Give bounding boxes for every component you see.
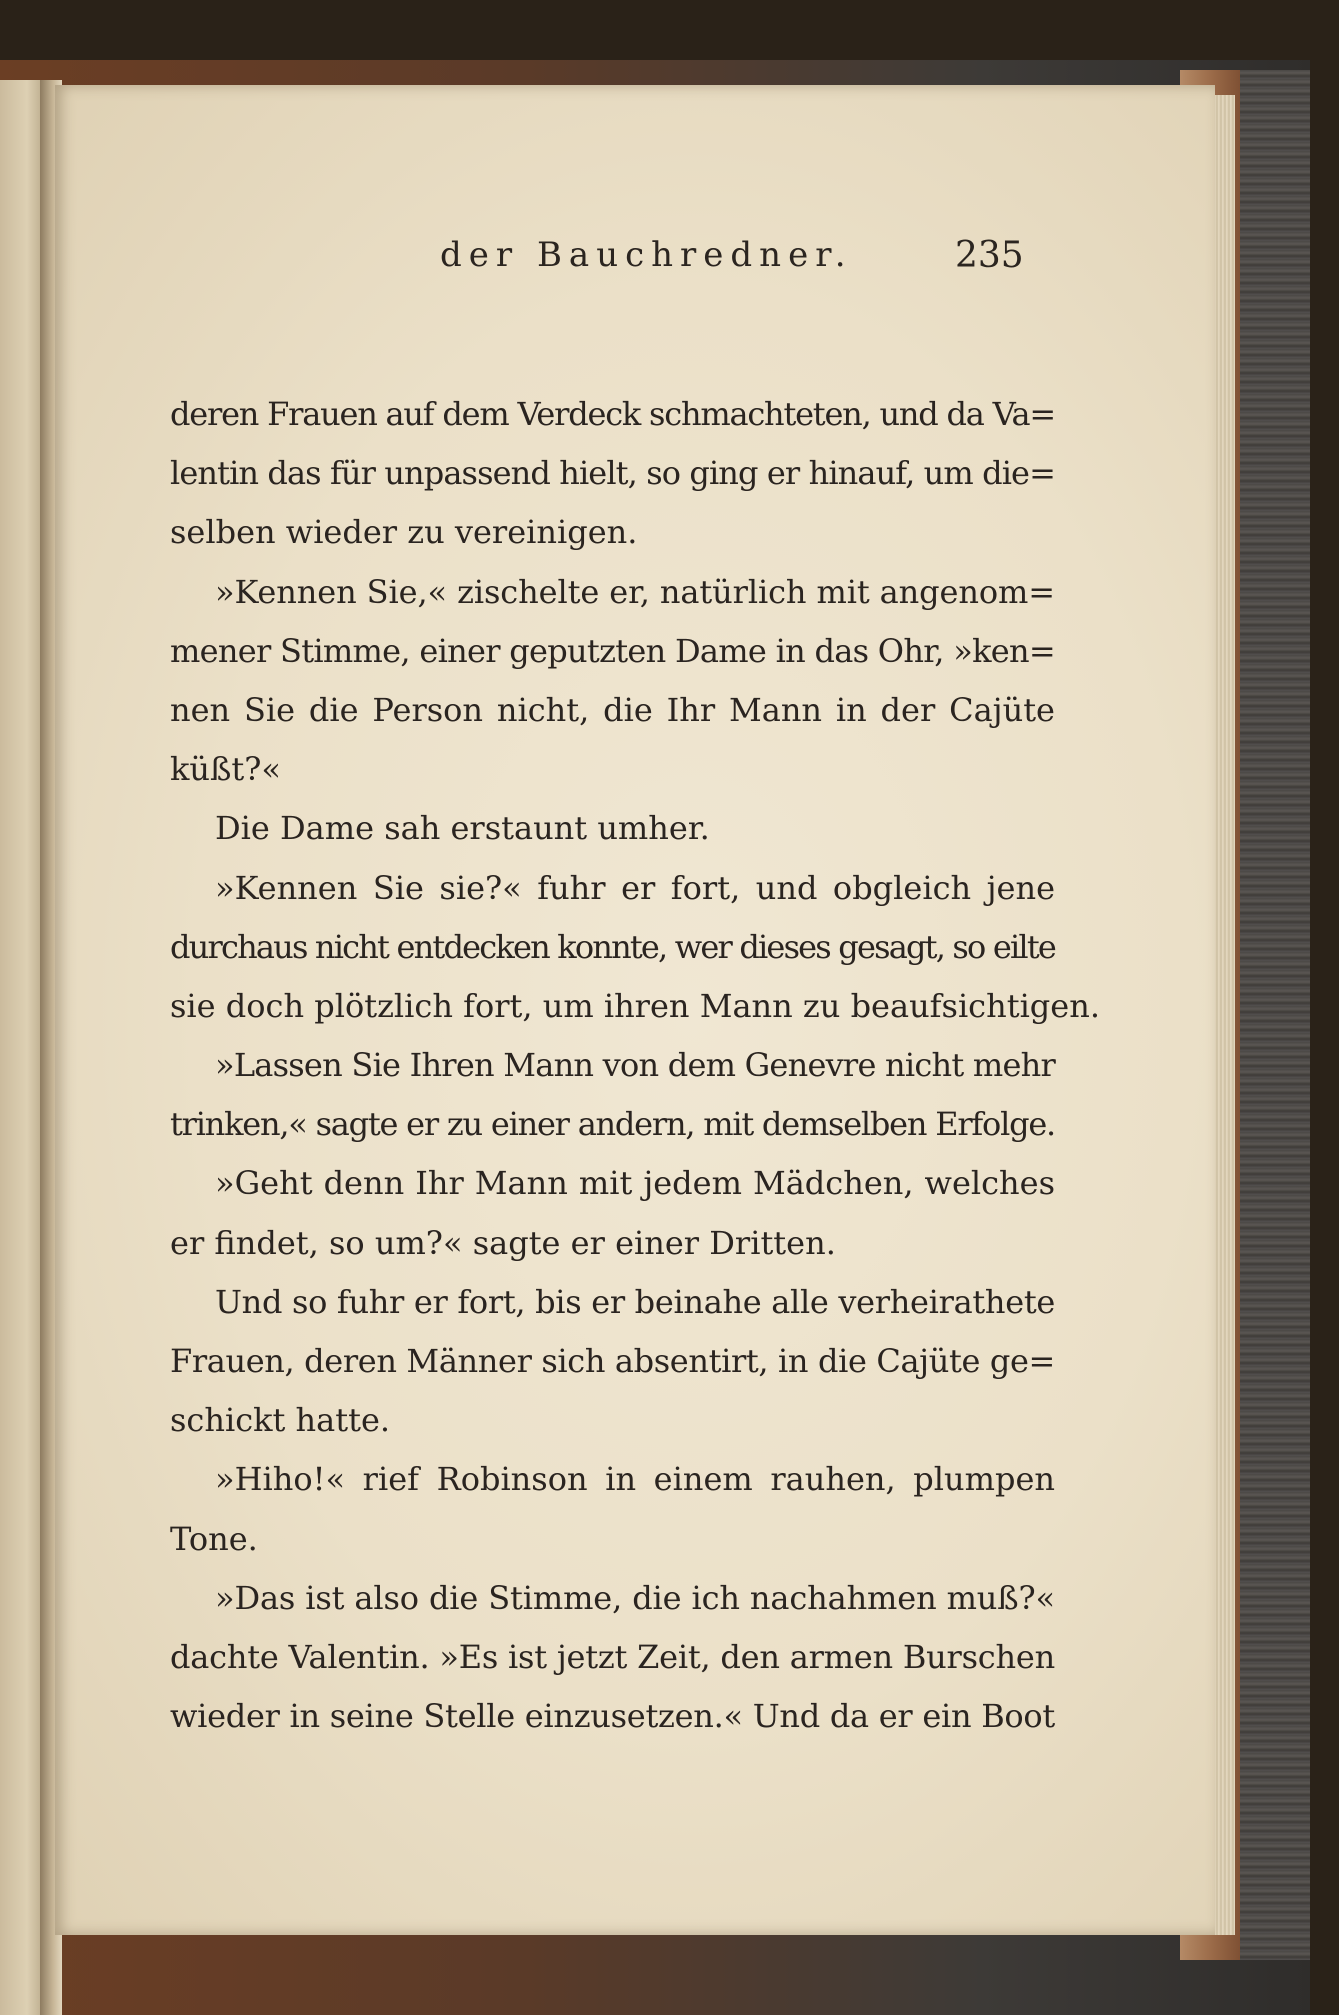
text-line: durchaus nicht entdecken konnte, wer dieses gesagt, so eilte [170,927,1056,966]
text-line: dachte Valentin. »Es ist jetzt Zeit, den armen Burschen [170,1637,1056,1676]
text-line: küßt?« [170,750,281,789]
text-line: trinken,« sagte er zu einer andern, mit demselben Erfolge. [170,1105,1056,1144]
text-line: wieder in seine Stelle einzusetzen.« Und da er ein Boot [170,1697,1056,1736]
cover-edge [1240,70,1310,1960]
text-line: Die Dame sah erstaunt umher. [215,809,710,848]
body-text [170,385,1100,1746]
text-line: Frauen, deren Männer sich absentirt, in die Cajüte ge= [170,1342,1056,1380]
text-line: er findet, so um?« sagte er einer Dritten. [170,1223,836,1262]
book-page [55,85,1215,1935]
text-line: »Kennen Sie sie?« fuhr er fort, und obgleich jene [215,868,1055,907]
text-line: selben wieder zu vereinigen. [170,513,638,552]
text-line: »Geht denn Ihr Mann mit jedem Mädchen, welches [215,1164,1055,1203]
text-line: sie doch plötzlich fort, um ihren Mann zu beaufsichtigen. [170,986,1100,1025]
text-line: lentin das für unpassend hielt, so ging er hinauf, um die= [170,454,1056,493]
text-line: Und so fuhr er fort, bis er beinahe alle verheirathete [215,1282,1056,1321]
text-line: »Kennen Sie,« zischelte er, natürlich mit angenom= [215,572,1056,611]
page-number: 235 [955,235,1024,276]
left-page-edge [0,80,45,2015]
text-line: »Lassen Sie Ihren Mann von dem Genevre nicht mehr [215,1046,1056,1085]
text-line: nen Sie die Person nicht, die Ihr Mann in der Cajüte [170,690,1055,729]
running-title: der Bauchredner. [440,235,853,275]
text-line: mener Stimme, einer geputzten Dame in das Ohr, »ken= [170,631,1056,670]
text-line: »Hiho!« rief Robinson in einem rauhen, plumpen [215,1460,1055,1499]
text-line: deren Frauen auf dem Verdeck schmachteten, und da Va= [170,395,1056,433]
text-line: »Das ist also die Stimme, die ich nachahmen muß?« [215,1578,1056,1617]
page-header [55,235,1215,295]
text-line: Tone. [170,1519,258,1558]
text-line: schickt hatte. [170,1401,391,1440]
